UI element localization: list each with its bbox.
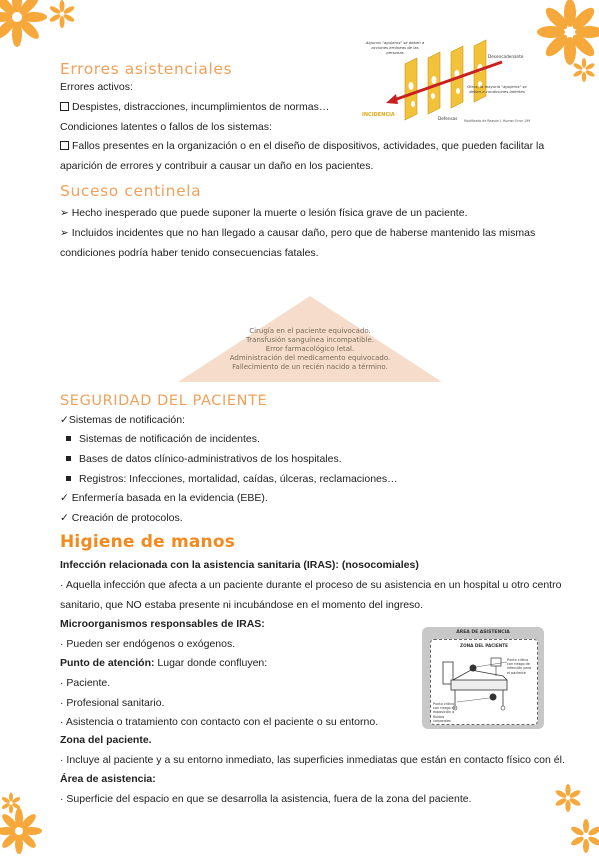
area-text-1: · Superficie del espacio en que se desarrolla la asistencia, fuera de la zona del paciente. <box>60 793 472 805</box>
checkbox-icon <box>60 102 69 111</box>
centinela-item-2: ➢ Incluidos incidentes que no han llegado a causar daño, pero que de haberse mantenido las mismas <box>60 227 536 239</box>
zone-figure-zona-label: ZONA DEL PACIENTE <box>460 643 508 648</box>
square-bullet-icon <box>66 476 71 481</box>
punto-item-3: · Asistencia o tratamiento con contacto con el paciente o su entorno. <box>60 716 379 728</box>
iras-title: Infección relacionada con la asistencia sanitaria (IRAS): (nosocomiales) <box>60 559 419 571</box>
triangle-line: Cirugía en el paciente equivocado. <box>249 327 371 335</box>
seguridad-sub-1: Sistemas de notificación de incidentes. <box>64 433 260 446</box>
flower-icon <box>572 58 596 82</box>
sentinel-events-triangle <box>178 296 442 384</box>
zona-title: Zona del paciente. <box>60 734 152 746</box>
zone-figure-label-left: Punto crítico con riesgo de exposición a fluidos corporales <box>433 702 456 723</box>
checkmark-icon: ✓ <box>60 512 72 524</box>
flower-icon <box>48 0 76 28</box>
zone-figure-header: ÁREA DE ASISTENCIA <box>456 630 510 635</box>
centinela-item-1: ➢ Hecho inesperado que puede suponer la muerte o lesión física grave de un paciente. <box>60 207 468 219</box>
seguridad-title: SEGURIDAD DEL PACIENTE <box>60 393 268 409</box>
flower-icon <box>0 792 22 814</box>
square-bullet-icon <box>66 456 71 461</box>
triangle-line: Administración del medicamento equivocado. <box>229 354 391 362</box>
zona-text-1: · Incluye al paciente y a su entorno inmediato, las superficies inmediatas que están en contacto físico con él. <box>60 754 565 766</box>
checkmark-icon: ✓ <box>60 414 69 426</box>
punto-item-1: · Paciente. <box>60 677 111 689</box>
punto-atencion: Punto de atención: Lugar donde confluyen: <box>60 657 268 669</box>
micro-text-1: · Pueden ser endógenos o exógenos. <box>60 638 236 650</box>
checkmark-icon: ✓ <box>60 492 72 504</box>
iras-text-2: sanitario, que NO estaba presente ni incubándose en el momento del ingreso. <box>60 599 424 611</box>
micro-title: Microorganismos responsables de IRAS: <box>60 618 265 630</box>
centinela-item-2-cont: condiciones podría haber tenido consecuencias fatales. <box>60 247 319 259</box>
higiene-title: Higiene de manos <box>60 532 236 552</box>
cheese-label-incidencia: INCIDENCIA <box>362 112 395 118</box>
errores-latentes-item-cont: aparición de errores y contribuir a causar un daño en los pacientes. <box>60 160 374 172</box>
seguridad-sub-3: Registros: Infecciones, mortalidad, caídas, úlceras, reclamaciones… <box>64 473 398 486</box>
centinela-title: Suceso centinela <box>60 182 202 200</box>
checkbox-icon <box>60 141 69 150</box>
cheese-label-latentes: Otros, la mayoría "agujeros" se deben a condiciones latentes <box>467 84 527 94</box>
errores-activos-item: Despistes, distracciones, incumplimientos de normas… <box>60 101 329 114</box>
cheese-label-agujeros: Algunos "agujeros" se deben a acciones erróneas de las personas <box>365 40 425 55</box>
punto-item-2: · Profesional sanitario. <box>60 697 165 709</box>
seguridad-check-1: ✓Sistemas de notificación: <box>60 414 185 426</box>
errores-title: Errores asistenciales <box>60 60 233 78</box>
seguridad-check-3: ✓ Creación de protocolos. <box>60 512 183 524</box>
errores-activos-label: Errores activos: <box>60 81 133 93</box>
cheese-label-desencadenante: Desencadenante <box>488 54 524 59</box>
zone-figure-label-right: Punto crítico con riesgo de infección para el paciente <box>507 658 532 675</box>
arrow-bullet-icon: ➢ <box>60 207 72 219</box>
square-bullet-icon <box>66 436 71 441</box>
flower-icon <box>568 818 599 854</box>
area-title: Área de asistencia: <box>60 773 156 785</box>
seguridad-check-2: ✓ Enfermería basada en la evidencia (EBE). <box>60 492 268 504</box>
triangle-line: Transfusión sanguínea incompatible. <box>245 336 375 344</box>
arrow-bullet-icon: ➢ <box>60 227 72 239</box>
triangle-line: Error farmacológico letal. <box>265 345 355 353</box>
errores-latentes-item: Fallos presentes en la organización o en el diseño de dispositivos, actividades, que pueden facilitar la <box>60 140 544 153</box>
triangle-line: Fallecimiento de un recién nacido a término. <box>232 363 388 371</box>
flower-icon <box>553 783 583 813</box>
swiss-cheese-figure <box>360 36 530 128</box>
seguridad-sub-2: Bases de datos clínico-administrativos de los hospitales. <box>64 453 342 466</box>
cheese-label-source: Modificado de Reason J. Human Error 1990 <box>464 119 530 123</box>
cheese-label-defensas: Defensas <box>438 116 458 121</box>
patient-zone-figure <box>422 627 544 729</box>
iras-text-1: · Aquella infección que afecta a un paciente durante el proceso de su asistencia en un hospital u otro centro <box>60 579 562 591</box>
errores-latentes-label: Condiciones latentes o fallos de los sistemas: <box>60 121 272 133</box>
flower-icon <box>0 0 48 48</box>
